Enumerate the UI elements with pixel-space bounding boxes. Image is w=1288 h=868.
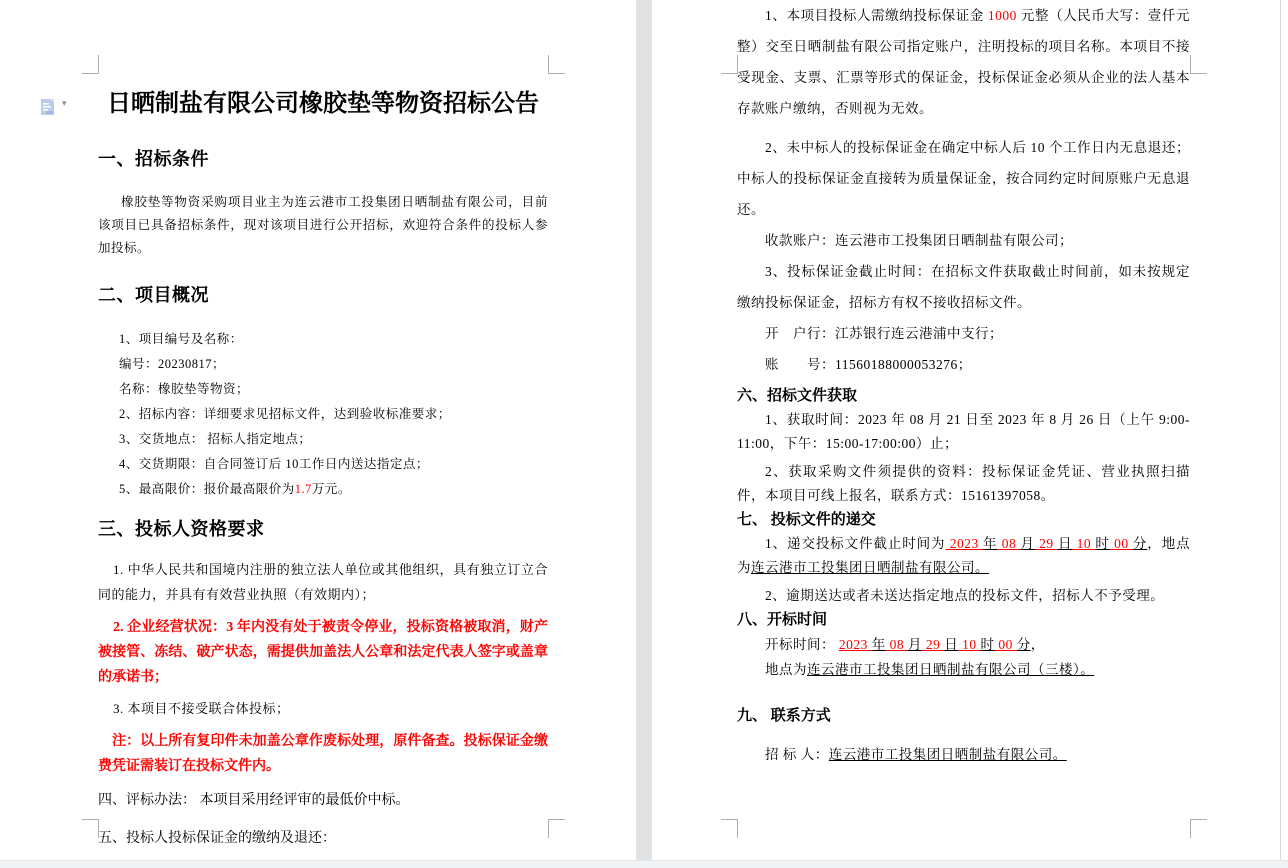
text-segment: 4、交货期限：自合同签订后 10工作日内送达指定点；: [119, 457, 429, 471]
text-segment: 账 号：11560188000053276；: [765, 357, 972, 372]
doc-title: [98, 86, 548, 122]
text-segment: 10: [958, 637, 981, 652]
section-heading-7: [737, 508, 1190, 532]
text-segment: 元整（人民币大写：壹仟元整）交至日晒制盐有限公司指定账户，注明投标的项目名称。本项目不接受现金、支票、汇票等形式的保证金，投标保证金必须从企业的法人基本存款账户缴纳，否则视为无效。: [737, 8, 1191, 116]
text-segment: 1、项目编号及名称：: [119, 332, 243, 346]
crop-mark-p2-top-right: [1190, 55, 1207, 74]
text-segment: 29: [922, 637, 945, 652]
crop-mark-p1-top-left: [82, 55, 99, 74]
text-segment: 00: [994, 637, 1017, 652]
text-segment: 年: [983, 536, 998, 551]
text-segment: 收款账户：连云港市工投集团日晒制盐有限公司；: [765, 233, 1073, 248]
doc-paragraph: [98, 557, 548, 607]
text-segment: ，地点为: [737, 536, 1191, 575]
dropdown-arrow-icon[interactable]: ▾: [62, 99, 67, 109]
section-heading-2: [98, 282, 548, 309]
text-segment: 日: [944, 637, 959, 652]
doc-paragraph: [98, 452, 548, 477]
page-gap: [636, 0, 652, 860]
text-segment: 开标时间：: [765, 637, 839, 652]
doc-paragraph: [98, 352, 548, 377]
crop-mark-p1-bottom-left: [82, 819, 99, 838]
text-segment: 日晒制盐有限公司橡胶垫等物资招标公告: [107, 91, 539, 117]
text-segment: 编号：20230817；: [119, 357, 226, 371]
section-heading-8: [737, 608, 1190, 632]
doc-paragraph: [737, 460, 1190, 508]
text-segment: 分: [1016, 637, 1031, 652]
doc-paragraph: [737, 318, 1190, 349]
text-segment: 08: [997, 536, 1021, 551]
text-segment: 2、未中标人的投标保证金在确定中标人后 10 个工作日内无息退还；中标人的投标保证金直接转为质量保证金，按合同约定时间原账户无息退还。: [737, 140, 1190, 217]
doc-paragraph: [98, 696, 548, 721]
doc-paragraph: [737, 256, 1190, 318]
text-segment: 3. 本项目不接受联合体投标；: [113, 701, 290, 716]
text-segment: 29: [1034, 536, 1058, 551]
text-segment: 三、投标人资格要求: [98, 519, 265, 539]
text-segment: 3、交货地点： 招标人指定地点；: [119, 432, 312, 446]
doc-paragraph: [737, 532, 1190, 580]
crop-mark-p1-bottom-right: [548, 819, 565, 838]
section-heading-3: [98, 516, 548, 543]
text-segment: 连云港市工投集团日晒制盐有限公司。: [751, 560, 989, 575]
window-right-edge: [1280, 0, 1281, 860]
text-segment: 1000: [987, 8, 1017, 23]
text-segment: 00: [1109, 536, 1133, 551]
doc-paragraph: [98, 427, 548, 452]
doc-paragraph: [98, 377, 548, 402]
text-segment: 3、投标保证金截止时间：在招标文件获取截止时间前，如未按规定缴纳投标保证金，招标方有权不接收招标文件。: [737, 264, 1190, 310]
crop-mark-p2-bottom-right: [1190, 819, 1207, 838]
text-segment: 10: [1072, 536, 1096, 551]
text-segment: 2. 企业经营状况：3 年内没有处于被责令停业，投标资格被取消，财产被接管、冻结、破产状态，需提供加盖法人公章和法定代表人签字或盖章的承诺书；: [98, 620, 548, 685]
section-heading-5: [98, 825, 548, 853]
text-segment: 时: [980, 637, 995, 652]
text-segment: 四、评标办法： 本项目采用经评审的最低价中标。: [98, 793, 410, 808]
document-page-2: [652, 0, 1280, 860]
page-2-text-area: [737, 0, 1190, 767]
paste-options-button[interactable]: [40, 96, 74, 120]
crop-mark-p2-top-left: [721, 55, 738, 74]
text-segment: 连云港市工投集团日晒制盐有限公司（三楼）。: [807, 662, 1095, 677]
text-segment: 九、 联系方式: [737, 708, 831, 724]
doc-paragraph: [737, 742, 1190, 767]
doc-paragraph: [98, 402, 548, 427]
section-heading-1: [98, 146, 548, 173]
text-segment: 1. 中华人民共和国境内注册的独立法人单位或其他组织，具有独立订立合同的能力，并具有有效营业执照（有效期内）；: [98, 562, 548, 602]
text-segment: 橡胶垫等物资采购项目业主为连云港市工投集团日晒制盐有限公司，目前该项目已具备招标条件，现对该项目进行公开招标，欢迎符合条件的投标人参加投标。: [98, 195, 548, 255]
document-page-1: [0, 0, 636, 860]
text-segment: 2、逾期送达或者未送达指定地点的投标文件，招标人不予受理。: [765, 588, 1165, 603]
doc-paragraph: [737, 0, 1190, 124]
text-segment: 万元。: [311, 482, 351, 496]
clipboard-paste-icon: [40, 98, 56, 117]
doc-paragraph: [737, 349, 1190, 380]
text-segment: 连云港市工投集团日晒制盐有限公司。: [828, 747, 1067, 762]
text-segment: 08: [885, 637, 908, 652]
text-segment: ，: [1030, 637, 1045, 652]
text-segment: 2、招标内容：详细要求见招标文件，达到验收标准要求；: [119, 407, 451, 421]
text-segment: 名称：橡胶垫等物资；: [119, 382, 250, 396]
text-segment: 时: [1095, 536, 1110, 551]
text-segment: 一、招标条件: [98, 149, 209, 169]
section-heading-6: [737, 384, 1190, 408]
text-segment: 地点为: [765, 662, 807, 677]
doc-paragraph: [98, 327, 548, 352]
doc-paragraph: [737, 225, 1190, 256]
text-segment: 1、本项目投标人需缴纳投标保证金: [765, 8, 988, 23]
crop-mark-p2-bottom-left: [721, 819, 738, 838]
text-segment: 1、递交投标文件截止时间为: [765, 536, 946, 551]
text-segment: 1、获取时间：2023 年 08 月 21 日至 2023 年 8 月 26 日（上午 9:00-11:00，下午：15:00-17:00:00）止；: [737, 412, 1190, 451]
text-segment: 年: [871, 637, 886, 652]
text-segment: 开 户行：江苏银行连云港浦中支行；: [765, 326, 1003, 341]
text-segment: 七、 投标文件的递交: [737, 512, 876, 528]
text-segment: 二、项目概况: [98, 285, 209, 305]
crop-mark-p1-top-right: [548, 55, 565, 74]
text-segment: 八、开标时间: [737, 612, 828, 628]
doc-paragraph: [737, 132, 1190, 225]
text-segment: 月: [908, 637, 922, 652]
doc-paragraph: [737, 408, 1190, 456]
text-segment: 招 标 人：: [765, 747, 829, 762]
doc-paragraph: [737, 584, 1190, 608]
doc-paragraph: [98, 729, 548, 779]
doc-paragraph: [98, 191, 548, 260]
text-segment: 2023: [945, 536, 984, 551]
page-1-text-area: [98, 0, 548, 853]
doc-paragraph: [98, 615, 548, 690]
text-segment: 日: [1057, 536, 1073, 551]
text-segment: 2、获取采购文件须提供的资料：投标保证金凭证、营业执照扫描件，本项目可线上报名，联系方式：15161397058。: [737, 464, 1190, 503]
section-heading-4: [98, 787, 548, 815]
text-segment: 月: [1020, 536, 1035, 551]
text-segment: 分: [1132, 536, 1148, 551]
text-segment: 2023: [838, 637, 872, 652]
text-segment: 注：以上所有复印件未加盖公章作废标处理，原件备查。投标保证金缴费凭证需装订在投标文件内。: [98, 734, 548, 774]
doc-paragraph: [737, 657, 1190, 682]
doc-paragraph: [98, 477, 548, 502]
doc-paragraph: [737, 632, 1190, 657]
text-segment: 五、投标人投标保证金的缴纳及退还：: [98, 831, 336, 846]
text-segment: 六、招标文件获取: [737, 388, 858, 404]
text-segment: 1.7: [294, 482, 312, 496]
section-heading-9: [737, 704, 1190, 728]
text-segment: 5、最高限价：报价最高限价为: [119, 482, 295, 496]
